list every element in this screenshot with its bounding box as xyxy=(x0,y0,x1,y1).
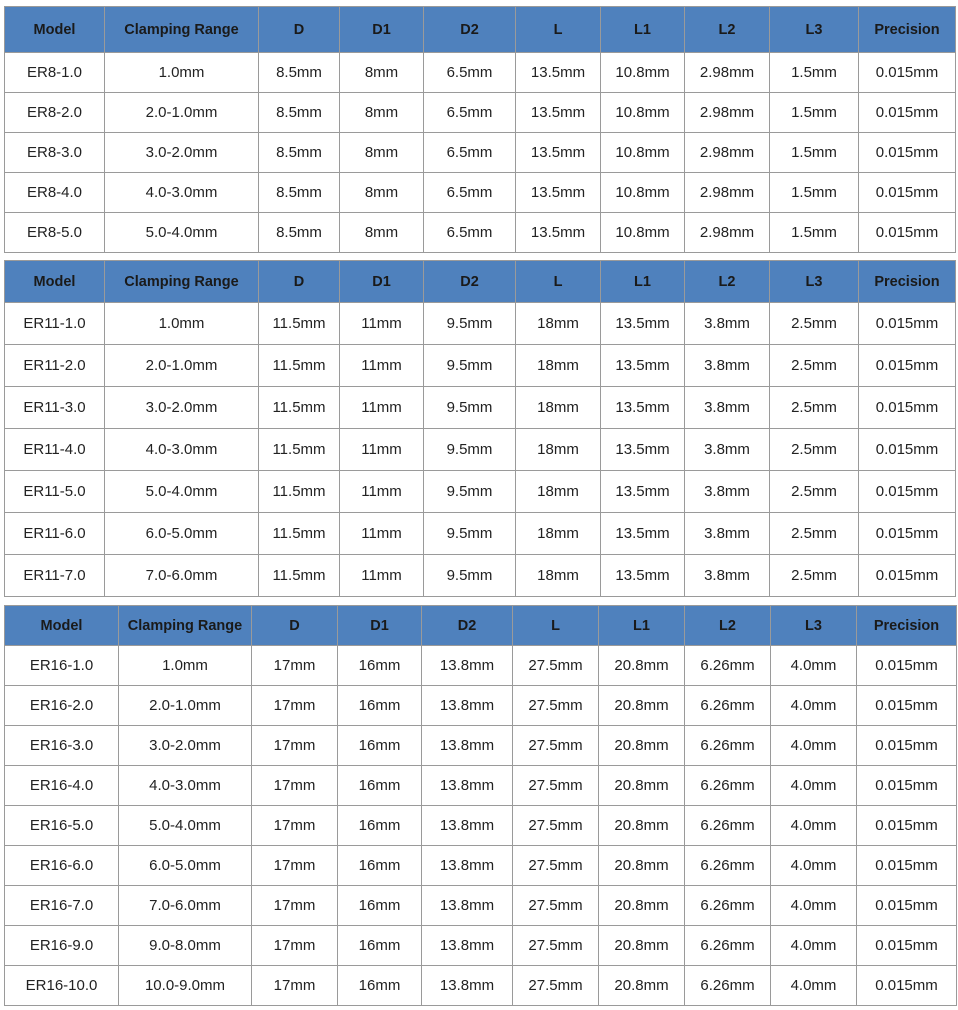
column-header: D2 xyxy=(424,261,516,303)
table-row xyxy=(5,766,957,806)
table-row xyxy=(5,726,957,766)
table-cell: 20.8mm xyxy=(599,646,685,686)
table-cell: 6.26mm xyxy=(685,766,771,806)
table-cell: 0.015mm xyxy=(859,513,956,555)
table-cell: 0.015mm xyxy=(857,806,957,846)
table-cell: 18mm xyxy=(516,387,601,429)
table-cell: 17mm xyxy=(252,886,338,926)
table-cell: 3.8mm xyxy=(685,429,770,471)
table-cell: 16mm xyxy=(338,886,422,926)
table-cell: 11.5mm xyxy=(259,471,340,513)
column-header: Precision xyxy=(859,261,956,303)
table-cell: 6.0-5.0mm xyxy=(105,513,259,555)
table-cell: 13.5mm xyxy=(516,93,601,133)
table-cell: 11mm xyxy=(340,387,424,429)
model-cell: ER16-3.0 xyxy=(5,726,119,766)
table-cell: 13.5mm xyxy=(516,173,601,213)
table-cell: 27.5mm xyxy=(513,766,599,806)
table-cell: 2.5mm xyxy=(770,555,859,597)
table-cell: 8mm xyxy=(340,213,424,253)
table-cell: 2.98mm xyxy=(685,213,770,253)
model-cell: ER8-3.0 xyxy=(5,133,105,173)
table-cell: 4.0mm xyxy=(771,966,857,1006)
table-cell: 3.0-2.0mm xyxy=(105,133,259,173)
table-cell: 0.015mm xyxy=(859,303,956,345)
table-cell: 0.015mm xyxy=(859,213,956,253)
table-cell: 6.26mm xyxy=(685,926,771,966)
column-header: L xyxy=(513,606,599,646)
table-cell: 11.5mm xyxy=(259,513,340,555)
model-cell: ER16-1.0 xyxy=(5,646,119,686)
table-cell: 1.5mm xyxy=(770,213,859,253)
model-cell: ER8-5.0 xyxy=(5,213,105,253)
table-cell: 2.5mm xyxy=(770,429,859,471)
table-cell: 16mm xyxy=(338,846,422,886)
column-header: Model xyxy=(5,7,105,53)
table-cell: 6.5mm xyxy=(424,213,516,253)
table-cell: 16mm xyxy=(338,926,422,966)
table-header-row xyxy=(5,7,956,53)
table-cell: 4.0mm xyxy=(771,886,857,926)
column-header: Model xyxy=(5,261,105,303)
column-header: Clamping Range xyxy=(119,606,252,646)
model-cell: ER11-2.0 xyxy=(5,345,105,387)
table-cell: 8.5mm xyxy=(259,93,340,133)
model-cell: ER16-4.0 xyxy=(5,766,119,806)
table-cell: 11.5mm xyxy=(259,429,340,471)
table-cell: 2.5mm xyxy=(770,303,859,345)
table-cell: 5.0-4.0mm xyxy=(119,806,252,846)
table-cell: 9.5mm xyxy=(424,429,516,471)
table-cell: 8.5mm xyxy=(259,173,340,213)
table-cell: 16mm xyxy=(338,806,422,846)
table-cell: 13.5mm xyxy=(601,471,685,513)
table-cell: 17mm xyxy=(252,966,338,1006)
table-cell: 6.26mm xyxy=(685,686,771,726)
table-cell: 0.015mm xyxy=(857,646,957,686)
table-cell: 17mm xyxy=(252,686,338,726)
table-row xyxy=(5,429,956,471)
table-cell: 18mm xyxy=(516,345,601,387)
table-row xyxy=(5,646,957,686)
table-cell: 4.0mm xyxy=(771,726,857,766)
table-cell: 13.5mm xyxy=(516,133,601,173)
table-cell: 1.5mm xyxy=(770,93,859,133)
table-cell: 4.0mm xyxy=(771,846,857,886)
column-header: L xyxy=(516,261,601,303)
table-cell: 13.8mm xyxy=(422,686,513,726)
table-cell: 17mm xyxy=(252,726,338,766)
model-cell: ER11-1.0 xyxy=(5,303,105,345)
table-cell: 11.5mm xyxy=(259,387,340,429)
table-row xyxy=(5,513,956,555)
table-cell: 3.8mm xyxy=(685,345,770,387)
table-cell: 1.0mm xyxy=(105,53,259,93)
table-cell: 4.0mm xyxy=(771,646,857,686)
table-cell: 13.5mm xyxy=(601,303,685,345)
table-cell: 0.015mm xyxy=(859,387,956,429)
table-cell: 18mm xyxy=(516,513,601,555)
table-row xyxy=(5,886,957,926)
table-cell: 1.0mm xyxy=(119,646,252,686)
column-header: L3 xyxy=(770,7,859,53)
table-cell: 0.015mm xyxy=(859,555,956,597)
table-cell: 0.015mm xyxy=(857,966,957,1006)
table-row xyxy=(5,303,956,345)
table-cell: 9.5mm xyxy=(424,471,516,513)
table-cell: 20.8mm xyxy=(599,926,685,966)
model-cell: ER16-7.0 xyxy=(5,886,119,926)
table-cell: 2.0-1.0mm xyxy=(119,686,252,726)
table-cell: 11.5mm xyxy=(259,555,340,597)
model-cell: ER11-7.0 xyxy=(5,555,105,597)
table-cell: 8.5mm xyxy=(259,53,340,93)
table-cell: 0.015mm xyxy=(857,886,957,926)
column-header: Precision xyxy=(859,7,956,53)
table-row xyxy=(5,966,957,1006)
table-cell: 13.8mm xyxy=(422,886,513,926)
table-cell: 11.5mm xyxy=(259,303,340,345)
model-cell: ER16-2.0 xyxy=(5,686,119,726)
table-cell: 6.5mm xyxy=(424,93,516,133)
er11-spec-table xyxy=(4,260,956,597)
table-cell: 9.5mm xyxy=(424,303,516,345)
table-cell: 13.8mm xyxy=(422,846,513,886)
table-cell: 13.8mm xyxy=(422,726,513,766)
table-cell: 11mm xyxy=(340,303,424,345)
table-cell: 10.8mm xyxy=(601,93,685,133)
table-cell: 0.015mm xyxy=(859,173,956,213)
table-cell: 6.5mm xyxy=(424,133,516,173)
column-header: D xyxy=(252,606,338,646)
table-cell: 8mm xyxy=(340,93,424,133)
table-cell: 2.98mm xyxy=(685,53,770,93)
table-cell: 10.8mm xyxy=(601,133,685,173)
table-cell: 8mm xyxy=(340,53,424,93)
table-cell: 4.0mm xyxy=(771,806,857,846)
table-cell: 13.5mm xyxy=(516,53,601,93)
table-cell: 3.8mm xyxy=(685,387,770,429)
table-cell: 20.8mm xyxy=(599,966,685,1006)
table-cell: 17mm xyxy=(252,846,338,886)
table-cell: 2.0-1.0mm xyxy=(105,93,259,133)
table-cell: 13.8mm xyxy=(422,806,513,846)
table-row xyxy=(5,93,956,133)
table-cell: 20.8mm xyxy=(599,766,685,806)
table-cell: 27.5mm xyxy=(513,726,599,766)
table-cell: 9.5mm xyxy=(424,513,516,555)
column-header: Precision xyxy=(857,606,957,646)
table-cell: 3.8mm xyxy=(685,471,770,513)
table-header-row xyxy=(5,606,957,646)
table-cell: 6.26mm xyxy=(685,846,771,886)
table-row xyxy=(5,213,956,253)
column-header: D xyxy=(259,261,340,303)
table-cell: 4.0mm xyxy=(771,766,857,806)
table-cell: 0.015mm xyxy=(859,133,956,173)
column-header: L xyxy=(516,7,601,53)
model-cell: ER8-1.0 xyxy=(5,53,105,93)
table-cell: 1.0mm xyxy=(105,303,259,345)
table-header-row xyxy=(5,261,956,303)
table-cell: 20.8mm xyxy=(599,846,685,886)
table-cell: 13.5mm xyxy=(601,387,685,429)
table-cell: 13.5mm xyxy=(601,555,685,597)
table-row xyxy=(5,53,956,93)
table-cell: 13.8mm xyxy=(422,646,513,686)
column-header: D2 xyxy=(422,606,513,646)
table-cell: 17mm xyxy=(252,926,338,966)
column-header: L3 xyxy=(771,606,857,646)
model-cell: ER16-9.0 xyxy=(5,926,119,966)
table-row xyxy=(5,926,957,966)
table-cell: 2.98mm xyxy=(685,173,770,213)
column-header: L2 xyxy=(685,606,771,646)
table-cell: 9.5mm xyxy=(424,555,516,597)
table-cell: 5.0-4.0mm xyxy=(105,213,259,253)
table-cell: 4.0mm xyxy=(771,926,857,966)
table-row xyxy=(5,387,956,429)
column-header: Clamping Range xyxy=(105,7,259,53)
table-cell: 0.015mm xyxy=(857,686,957,726)
table-cell: 20.8mm xyxy=(599,726,685,766)
table-row xyxy=(5,471,956,513)
column-header: Clamping Range xyxy=(105,261,259,303)
table-cell: 3.8mm xyxy=(685,303,770,345)
table-cell: 13.8mm xyxy=(422,926,513,966)
table-cell: 16mm xyxy=(338,726,422,766)
table-cell: 0.015mm xyxy=(859,471,956,513)
table-cell: 20.8mm xyxy=(599,686,685,726)
table-cell: 8.5mm xyxy=(259,133,340,173)
model-cell: ER11-4.0 xyxy=(5,429,105,471)
column-header: L1 xyxy=(599,606,685,646)
table-cell: 27.5mm xyxy=(513,806,599,846)
column-header: L1 xyxy=(601,7,685,53)
table-cell: 16mm xyxy=(338,686,422,726)
table-cell: 1.5mm xyxy=(770,173,859,213)
table-cell: 6.26mm xyxy=(685,886,771,926)
table-cell: 13.5mm xyxy=(601,345,685,387)
model-cell: ER8-2.0 xyxy=(5,93,105,133)
table-cell: 2.98mm xyxy=(685,133,770,173)
table-cell: 20.8mm xyxy=(599,886,685,926)
table-cell: 0.015mm xyxy=(857,926,957,966)
table-cell: 0.015mm xyxy=(859,53,956,93)
table-cell: 10.0-9.0mm xyxy=(119,966,252,1006)
table-cell: 2.98mm xyxy=(685,93,770,133)
table-cell: 27.5mm xyxy=(513,926,599,966)
table-cell: 17mm xyxy=(252,766,338,806)
table-cell: 9.5mm xyxy=(424,387,516,429)
table-cell: 9.5mm xyxy=(424,345,516,387)
table-cell: 16mm xyxy=(338,646,422,686)
table-cell: 5.0-4.0mm xyxy=(105,471,259,513)
er16-spec-table xyxy=(4,605,957,1006)
table-cell: 2.5mm xyxy=(770,387,859,429)
table-cell: 8mm xyxy=(340,133,424,173)
table-cell: 6.0-5.0mm xyxy=(119,846,252,886)
column-header: D xyxy=(259,7,340,53)
table-cell: 6.5mm xyxy=(424,173,516,213)
table-row xyxy=(5,686,957,726)
table-cell: 4.0-3.0mm xyxy=(105,173,259,213)
model-cell: ER11-6.0 xyxy=(5,513,105,555)
column-header: D1 xyxy=(338,606,422,646)
table-cell: 0.015mm xyxy=(859,93,956,133)
column-header: D1 xyxy=(340,261,424,303)
column-header: L3 xyxy=(770,261,859,303)
table-cell: 8mm xyxy=(340,173,424,213)
table-cell: 13.5mm xyxy=(601,513,685,555)
table-cell: 6.5mm xyxy=(424,53,516,93)
table-cell: 16mm xyxy=(338,966,422,1006)
table-cell: 0.015mm xyxy=(857,766,957,806)
column-header: D1 xyxy=(340,7,424,53)
table-cell: 10.8mm xyxy=(601,173,685,213)
table-cell: 13.5mm xyxy=(516,213,601,253)
table-cell: 20.8mm xyxy=(599,806,685,846)
table-cell: 16mm xyxy=(338,766,422,806)
table-cell: 18mm xyxy=(516,555,601,597)
table-cell: 11mm xyxy=(340,471,424,513)
table-cell: 18mm xyxy=(516,303,601,345)
column-header: Model xyxy=(5,606,119,646)
er8-spec-table xyxy=(4,6,956,253)
table-cell: 0.015mm xyxy=(859,345,956,387)
table-cell: 7.0-6.0mm xyxy=(105,555,259,597)
table-cell: 0.015mm xyxy=(857,846,957,886)
table-cell: 11.5mm xyxy=(259,345,340,387)
table-row xyxy=(5,806,957,846)
model-cell: ER8-4.0 xyxy=(5,173,105,213)
table-row xyxy=(5,133,956,173)
model-cell: ER16-6.0 xyxy=(5,846,119,886)
table-row xyxy=(5,345,956,387)
table-cell: 6.26mm xyxy=(685,646,771,686)
table-cell: 17mm xyxy=(252,806,338,846)
table-cell: 6.26mm xyxy=(685,726,771,766)
table-cell: 3.8mm xyxy=(685,555,770,597)
model-cell: ER16-5.0 xyxy=(5,806,119,846)
table-cell: 3.0-2.0mm xyxy=(105,387,259,429)
table-cell: 1.5mm xyxy=(770,133,859,173)
table-cell: 0.015mm xyxy=(857,726,957,766)
table-cell: 2.5mm xyxy=(770,471,859,513)
column-header: L2 xyxy=(685,261,770,303)
table-cell: 27.5mm xyxy=(513,686,599,726)
table-cell: 3.8mm xyxy=(685,513,770,555)
table-row xyxy=(5,846,957,886)
table-cell: 4.0-3.0mm xyxy=(105,429,259,471)
table-cell: 2.0-1.0mm xyxy=(105,345,259,387)
table-cell: 6.26mm xyxy=(685,806,771,846)
model-cell: ER11-3.0 xyxy=(5,387,105,429)
table-row xyxy=(5,173,956,213)
model-cell: ER16-10.0 xyxy=(5,966,119,1006)
table-cell: 2.5mm xyxy=(770,513,859,555)
column-header: L2 xyxy=(685,7,770,53)
table-cell: 11mm xyxy=(340,513,424,555)
table-cell: 17mm xyxy=(252,646,338,686)
table-cell: 11mm xyxy=(340,345,424,387)
table-cell: 11mm xyxy=(340,429,424,471)
table-row xyxy=(5,555,956,597)
table-cell: 1.5mm xyxy=(770,53,859,93)
table-cell: 4.0-3.0mm xyxy=(119,766,252,806)
table-cell: 13.5mm xyxy=(601,429,685,471)
table-cell: 2.5mm xyxy=(770,345,859,387)
table-cell: 27.5mm xyxy=(513,846,599,886)
table-cell: 10.8mm xyxy=(601,213,685,253)
table-cell: 8.5mm xyxy=(259,213,340,253)
table-cell: 3.0-2.0mm xyxy=(119,726,252,766)
table-cell: 13.8mm xyxy=(422,966,513,1006)
table-cell: 0.015mm xyxy=(859,429,956,471)
table-cell: 13.8mm xyxy=(422,766,513,806)
table-cell: 18mm xyxy=(516,429,601,471)
model-cell: ER11-5.0 xyxy=(5,471,105,513)
table-cell: 7.0-6.0mm xyxy=(119,886,252,926)
table-cell: 27.5mm xyxy=(513,886,599,926)
table-cell: 10.8mm xyxy=(601,53,685,93)
table-cell: 4.0mm xyxy=(771,686,857,726)
table-cell: 27.5mm xyxy=(513,646,599,686)
table-cell: 11mm xyxy=(340,555,424,597)
table-cell: 6.26mm xyxy=(685,966,771,1006)
table-cell: 18mm xyxy=(516,471,601,513)
column-header: L1 xyxy=(601,261,685,303)
column-header: D2 xyxy=(424,7,516,53)
table-cell: 9.0-8.0mm xyxy=(119,926,252,966)
table-cell: 27.5mm xyxy=(513,966,599,1006)
